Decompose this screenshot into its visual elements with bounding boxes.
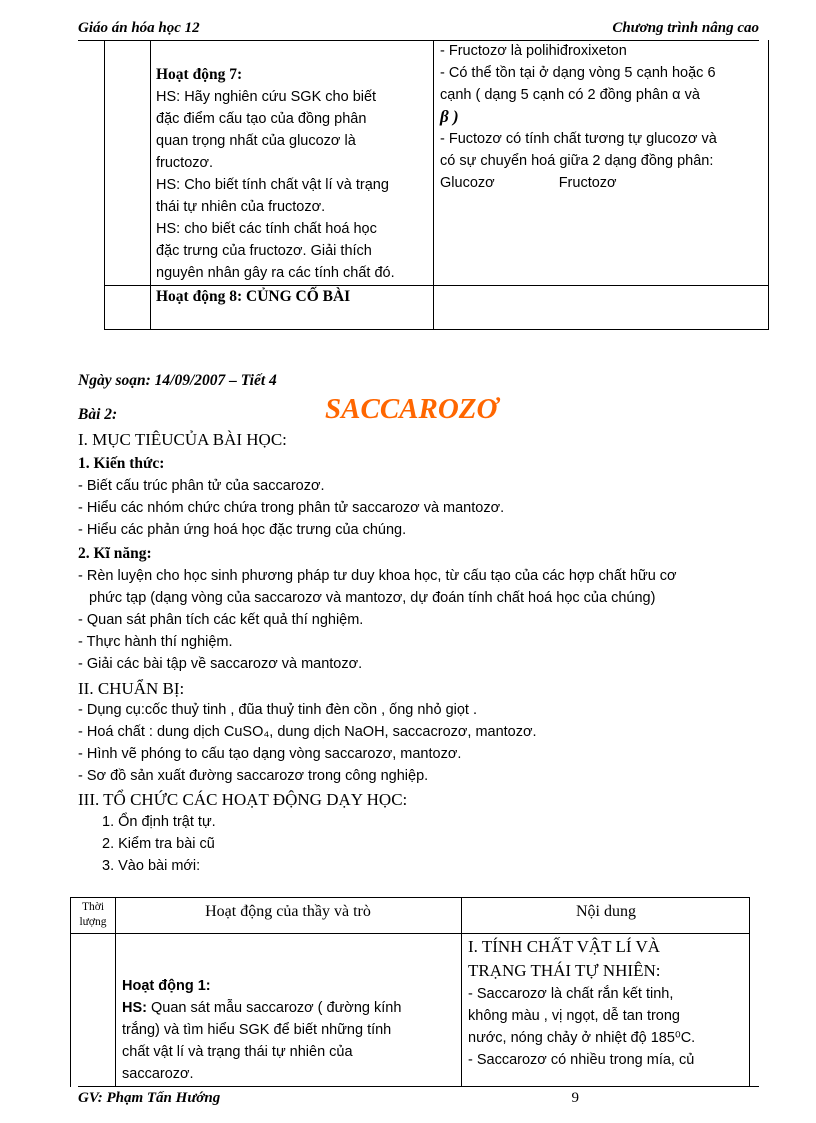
list-item: - Sơ đồ sản xuất đường saccarozơ trong công nghiệp. xyxy=(78,768,429,784)
glucose-label: Glucozơ xyxy=(440,175,495,191)
activity-7-line: quan trọng nhất của glucozơ là xyxy=(156,133,356,149)
lesson-title: SACCAROZƠ xyxy=(325,393,498,425)
activity-table xyxy=(70,897,750,1087)
content-line: có sự chuyển hoá giữa 2 dạng đồng phân: xyxy=(440,153,714,169)
list-item: - Hiểu các nhóm chức chứa trong phân tử saccarozơ và mantozơ. xyxy=(78,500,505,516)
content-line: không màu , vị ngọt, dễ tan trong xyxy=(468,1008,680,1024)
table-border xyxy=(749,897,750,1087)
content-line: - Fructozơ là polihiđroxixeton xyxy=(440,43,627,59)
subsection-skills: 2. Kĩ năng: xyxy=(78,545,152,562)
activity-7-line: đặc trưng của fructozơ. Giải thích xyxy=(156,243,372,259)
page-header xyxy=(78,20,759,41)
header-content: Nội dung xyxy=(576,903,636,920)
activity-7 xyxy=(156,64,432,284)
activity-1-line: chất vật lí và trạng thái tự nhiên của xyxy=(122,1044,353,1060)
activity-1-text: Quan sát mẫu saccarozơ ( đường kính xyxy=(146,1000,402,1016)
activity-1-title: Hoạt động 1: xyxy=(122,978,211,994)
subsection-knowledge: 1. Kiến thức: xyxy=(78,455,165,472)
table-border xyxy=(150,40,151,330)
content-heading: I. TÍNH CHẤT VẬT LÍ VÀ xyxy=(468,937,661,956)
section-1-title: I. MỤC TIÊUCỦA BÀI HỌC: xyxy=(78,430,287,449)
date-line: Ngày soạn: 14/09/2007 – Tiết 4 xyxy=(78,372,277,389)
list-item: - Thực hành thí nghiệm. xyxy=(78,634,233,650)
activity-7-line: đặc điểm cấu tạo của đồng phân xyxy=(156,111,367,127)
activity-8 xyxy=(156,288,350,306)
header-duration xyxy=(72,900,114,930)
footer-author: GV: Phạm Tấn Hướng xyxy=(78,1090,221,1106)
header-subject: Giáo án hóa học 12 xyxy=(78,20,200,36)
activity-8-text: CỦNG CỐ BÀI xyxy=(242,288,351,305)
page-number: 9 xyxy=(571,1090,579,1106)
list-item: - Quan sát phân tích các kết quả thí nghiệm. xyxy=(78,612,364,628)
list-item: - Rèn luyện cho học sinh phương pháp tư duy khoa học, từ cấu tạo của các hợp chất hữu cơ xyxy=(78,568,677,584)
activity-1-line xyxy=(122,997,452,1019)
content-line: β ) xyxy=(440,107,459,126)
activity-7-line: HS: Hãy nghiên cứu SGK cho biết xyxy=(156,89,377,105)
table-border xyxy=(461,897,462,1087)
activity-1-line: trắng) và tìm hiểu SGK để biết những tính xyxy=(122,1022,392,1038)
physical-properties-content xyxy=(468,935,748,1071)
content-heading: TRẠNG THÁI TỰ NHIÊN: xyxy=(468,961,661,980)
section-3-title: III. TỔ CHỨC CÁC HOẠT ĐỘNG DẠY HỌC: xyxy=(78,790,408,809)
table-border xyxy=(70,897,71,1087)
content-line: cạnh ( dạng 5 cạnh có 2 đồng phân α và xyxy=(440,87,700,103)
table-border xyxy=(768,40,769,330)
activity-7-line: thái tự nhiên của fructozơ. xyxy=(156,199,326,215)
table-border xyxy=(104,40,105,330)
activity-8-label: Hoạt động 8: xyxy=(156,288,243,305)
section-2-title: II. CHUẨN BỊ: xyxy=(78,679,185,698)
lesson-label: Bài 2: xyxy=(78,406,118,423)
header-duration-line: lượng xyxy=(79,916,107,928)
page-footer xyxy=(78,1086,759,1115)
fructose-content xyxy=(440,40,765,194)
table-border xyxy=(70,897,750,898)
table-border xyxy=(104,329,769,330)
conversion-line xyxy=(440,172,765,194)
list-item: - Hoá chất : dung dịch CuSO₄, dung dịch NaOH, saccacrozơ, mantozơ. xyxy=(78,724,537,740)
list-item: - Hình vẽ phóng to cấu tạo dạng vòng saccarozơ, mantozơ. xyxy=(78,746,462,762)
header-activities: Hoạt động của thầy và trò xyxy=(205,903,371,920)
list-item: - Giải các bài tập về saccarozơ và mantozơ. xyxy=(78,656,363,672)
list-item: - Dụng cụ:cốc thuỷ tinh , đũa thuỷ tinh đèn cồn , ống nhỏ giọt . xyxy=(78,702,478,718)
activity-7-line: HS: Cho biết tính chất vật lí và trạng xyxy=(156,177,389,193)
hs-label: HS: xyxy=(122,1000,147,1016)
content-line: - Saccarozơ là chất rắn kết tinh, xyxy=(468,986,674,1002)
content-line: nước, nóng chảy ở nhiệt độ 185⁰C. xyxy=(468,1030,696,1046)
content-line: - Fuctozơ có tính chất tương tự glucozơ và xyxy=(440,131,717,147)
content-line: - Saccarozơ có nhiều trong mía, củ xyxy=(468,1052,695,1068)
top-lesson-table xyxy=(104,40,769,330)
step-item: 1. Ổn định trật tự. xyxy=(102,814,216,830)
header-program: Chương trình nâng cao xyxy=(612,20,759,36)
table-border xyxy=(433,40,434,330)
activity-7-line: nguyên nhân gây ra các tính chất đó. xyxy=(156,265,395,281)
list-item: - Hiểu các phản ứng hoá học đặc trưng của chúng. xyxy=(78,522,407,538)
step-item: 2. Kiểm tra bài cũ xyxy=(102,836,215,852)
list-item: - Biết cấu trúc phân tử của saccarozơ. xyxy=(78,478,325,494)
fructose-label: Fructozơ xyxy=(558,175,617,191)
table-border xyxy=(104,285,769,286)
list-item: phức tạp (dạng vòng của saccarozơ và mantozơ, dự đoán tính chất hoá học của chúng) xyxy=(89,590,656,606)
activity-7-line: fructozơ. xyxy=(156,155,214,171)
header-duration-line: Thời xyxy=(81,901,105,913)
activity-1-line: saccarozơ. xyxy=(122,1066,194,1082)
table-border xyxy=(115,897,116,1087)
activity-7-title: Hoạt động 7: xyxy=(156,66,243,83)
table-border xyxy=(70,933,750,934)
activity-7-line: HS: cho biết các tính chất hoá học xyxy=(156,221,377,237)
step-item: 3. Vào bài mới: xyxy=(102,858,201,874)
content-line: - Có thể tồn tại ở dạng vòng 5 cạnh hoặc 6 xyxy=(440,65,716,81)
activity-1 xyxy=(122,975,452,1085)
